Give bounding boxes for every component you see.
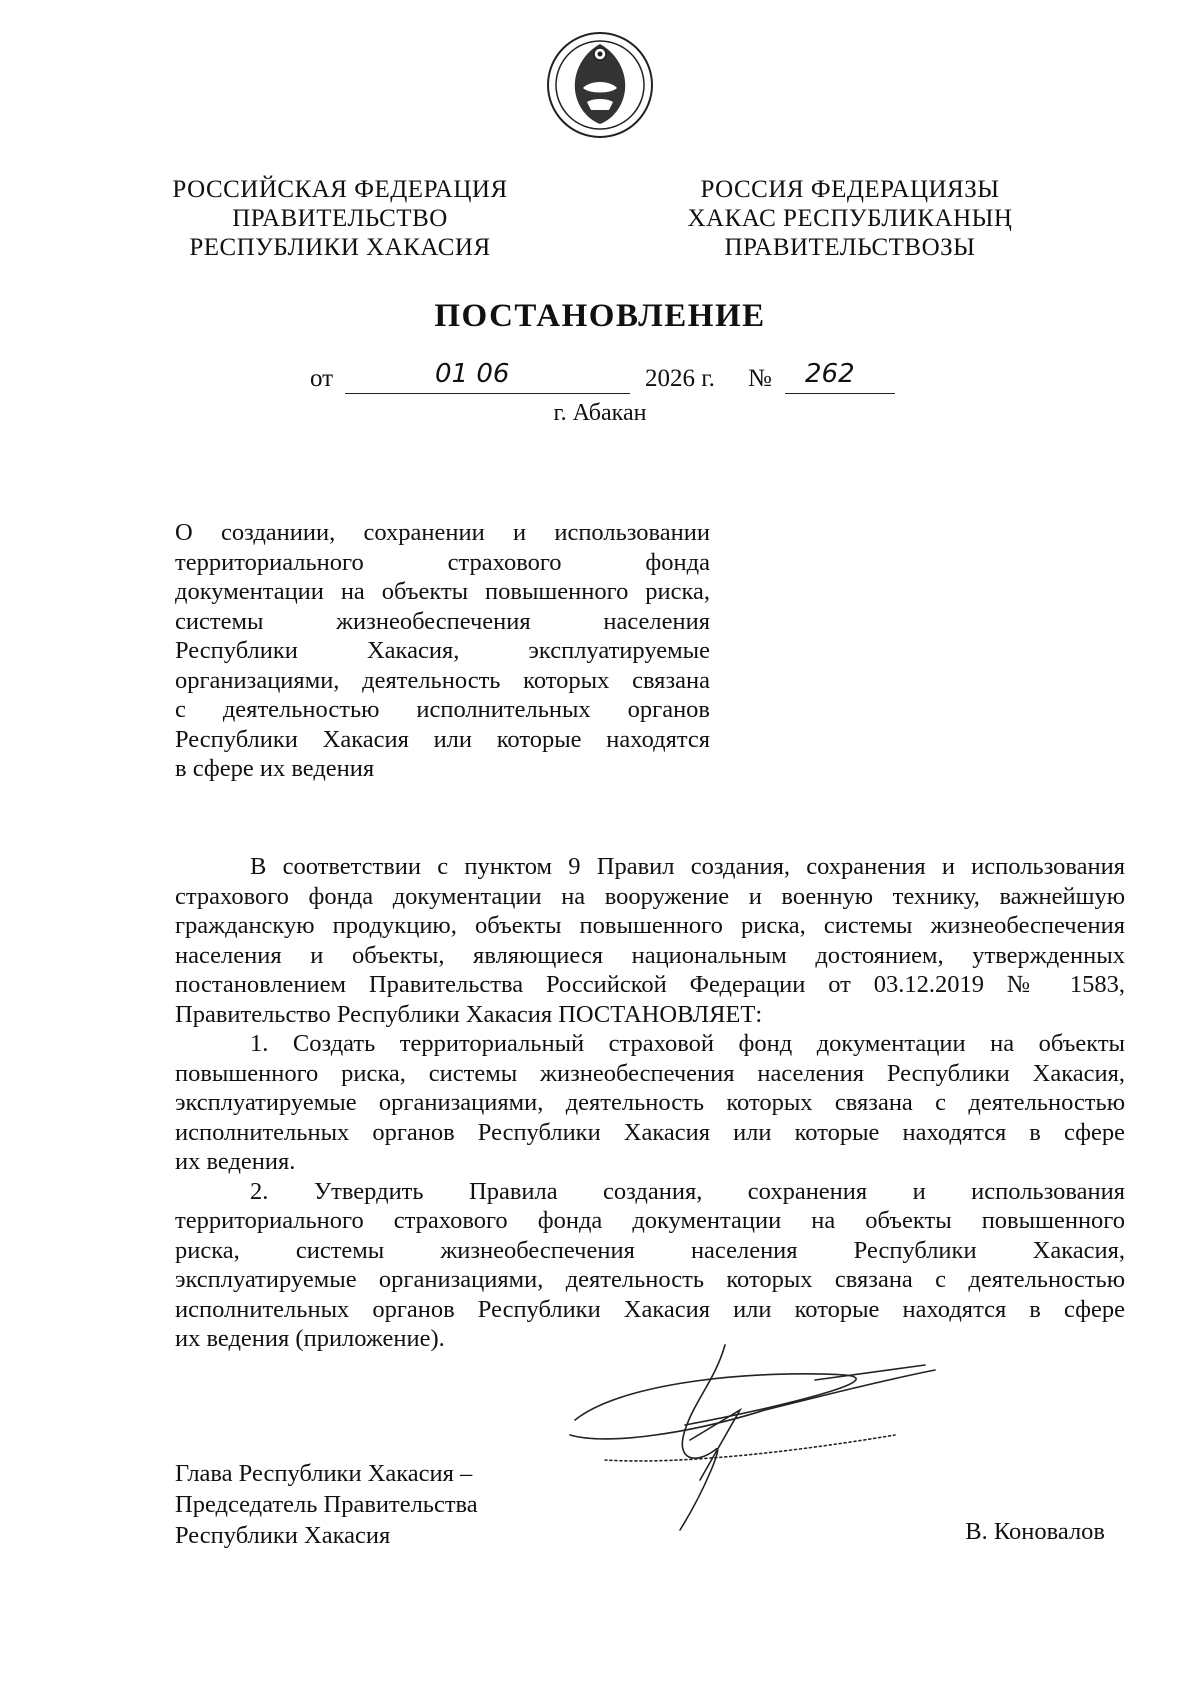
body-line: В соответствии с пунктом 9 Правил создания, сохранения и использования xyxy=(250,853,1125,880)
date-prefix: от xyxy=(310,365,334,392)
handwritten-signature xyxy=(565,1340,945,1540)
subject-line: территориального страхового фонда xyxy=(175,548,710,576)
header-left-russian xyxy=(130,175,550,262)
subject-line: системы жизнеобеспечения населения xyxy=(175,607,710,635)
subject-line: документации на объекты повышенного риска, xyxy=(175,578,710,605)
number-underline xyxy=(785,393,895,394)
handwritten-date: 01 06 xyxy=(435,359,510,389)
subject-line: Республики Хакасия или которые находятся xyxy=(175,725,710,753)
body-line: повышенного риска, системы жизнеобеспечения населения Республики Хакасия, xyxy=(175,1059,1125,1087)
subject-line: в сфере их ведения xyxy=(175,755,375,782)
subject-block xyxy=(175,518,710,784)
body-line: Правительство Республики Хакасия ПОСТАНОВЛЯЕТ: xyxy=(175,1000,763,1028)
header-right-line: ПРАВИТЕЛЬСТВОЗЫ xyxy=(724,234,976,261)
signatory-title-line: Республики Хакасия xyxy=(175,1522,391,1549)
document-title: ПОСТАНОВЛЕНИЕ xyxy=(434,298,766,334)
subject-line: О созданиии, сохранении и использовании xyxy=(175,519,710,546)
date-underline xyxy=(345,393,630,394)
header-left-line: ПРАВИТЕЛЬСТВО xyxy=(232,205,448,232)
body-line: гражданскую продукцию, объекты повышенного риска, системы жизнеобеспечения xyxy=(175,912,1125,939)
body-line: страхового фонда документации на вооружение и военную технику, важнейшую xyxy=(175,882,1125,910)
signatory-title-line: Глава Республики Хакасия – xyxy=(175,1460,473,1487)
subject-line: организациями, деятельность которых связана xyxy=(175,666,710,694)
body-line: территориального страхового фонда документации на объекты повышенного xyxy=(175,1207,1125,1234)
body-line: их ведения. xyxy=(175,1148,296,1175)
body-line: 1. Создать территориальный страховой фонд документации на объекты xyxy=(250,1030,1125,1057)
body-line: эксплуатируемые организациями, деятельность которых связана с деятельностью xyxy=(175,1089,1125,1116)
header-left-line: РОССИЙСКАЯ ФЕДЕРАЦИЯ xyxy=(172,176,508,203)
header-right-khakas xyxy=(640,175,1060,262)
date-number-line xyxy=(0,359,1200,399)
header-left-line: РЕСПУБЛИКИ ХАКАСИЯ xyxy=(189,234,491,261)
body-line: населения и объекты, являющиеся национальным достоянием, утвержденных xyxy=(175,941,1125,969)
body-line: риска, системы жизнеобеспечения населения Республики Хакасия, xyxy=(175,1236,1125,1264)
header-right-line: РОССИЯ ФЕДЕРАЦИЯЗЫ xyxy=(700,176,1000,203)
signatory-name: В. Коновалов xyxy=(965,1518,1105,1545)
header-right-line: ХАКАС РЕСПУБЛИКАНЫҢ xyxy=(687,205,1013,232)
year-label: 2026 г. xyxy=(645,365,715,392)
body-line: их ведения (приложение). xyxy=(175,1325,445,1352)
coat-of-arms-emblem xyxy=(545,30,655,140)
city-label: г. Абакан xyxy=(553,400,647,426)
body-line: постановлением Правительства Российской Федерации от 03.12.2019 № 1583, xyxy=(175,971,1125,998)
body-line: эксплуатируемые организациями, деятельность которых связана с деятельностью xyxy=(175,1266,1125,1293)
signatory-title-line: Председатель Правительства xyxy=(175,1491,478,1518)
handwritten-number: 262 xyxy=(805,359,855,389)
number-sign: № xyxy=(748,365,772,392)
body-line: 2. Утвердить Правила создания, сохранения и использования xyxy=(250,1177,1125,1205)
subject-line: с деятельностью исполнительных органов xyxy=(175,696,710,723)
body-line: исполнительных органов Республики Хакасия или которые находятся в сфере xyxy=(175,1295,1125,1323)
signatory-title xyxy=(175,1458,478,1551)
body-line: исполнительных органов Республики Хакасия или которые находятся в сфере xyxy=(175,1118,1125,1146)
body-text xyxy=(175,852,1125,1354)
subject-line: Республики Хакасия, эксплуатируемые xyxy=(175,637,710,664)
